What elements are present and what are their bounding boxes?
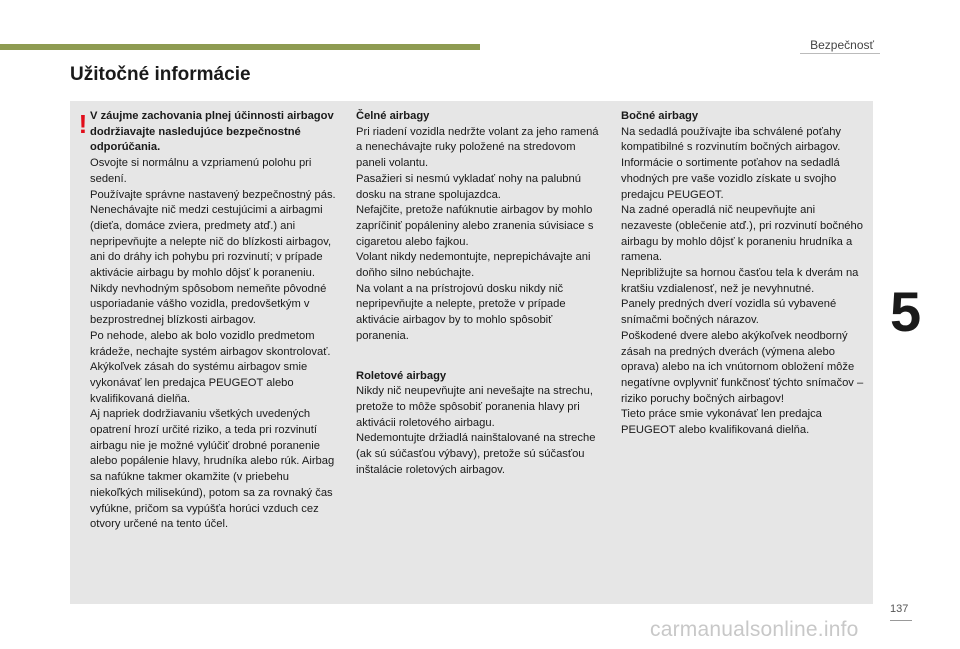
page-title: Užitočné informácie (70, 64, 251, 85)
side-airbags-line: Na sedadlá používajte iba schválené poťahy kompatibilné s rozvinutím bočných airbagov. Informácie o sortimente poťahov na sedadlá vhodných pre vaše vozidlo získate u svojho predajcu PEUGEOT. (621, 125, 842, 201)
side-airbags-column (621, 109, 869, 439)
top-accent-rule (0, 44, 480, 50)
front-airbags-line: Pri riadení vozidla nedržte volant za jeho ramená a nenechávajte ruky položené na stredovom paneli volantu. (356, 125, 599, 170)
page-number: 137 (890, 603, 909, 615)
side-airbags-line: Panely predných dverí vozidla sú vybavené snímačmi bočných nárazov. (621, 298, 837, 327)
front-curtain-airbags-column (356, 109, 604, 478)
advice-line: Osvojte si normálnu a vzpriamenú polohu pri sedení. (90, 157, 312, 185)
front-airbags-line: Nefajčite, pretože nafúknutie airbagov by mohlo zapríčiniť popáleniny alebo zranenia súvisiace s cigaretou alebo fajkou. (356, 204, 594, 248)
side-airbags-line: Poškodené dvere alebo akýkoľvek neodborný zásah na predných dverách (výmena alebo oprava) alebo na ich vnútornom obložení môže negatívne ovplyvniť funkčnosť týchto snímačov – riziko poruchy bočných airbagov! (621, 329, 864, 405)
side-airbags-line: Na zadné operadlá nič neupevňujte ani nezaveste (oblečenie atď.), pri rozvinutí bočného airbagu by mohlo dôjsť k poraneniu hrudníka a ramena. (621, 204, 863, 264)
advice-line: Nikdy nevhodným spôsobom nemeňte pôvodné usporiadanie vášho vozidla, predovšetkým v bezprostrednej blízkosti airbagov. (90, 282, 327, 327)
advice-line: Po nehode, alebo ak bolo vozidlo predmetom krádeže, nechajte systém airbagov skontrolovať. (90, 329, 331, 358)
watermark: carmanualsonline.info (650, 618, 859, 641)
front-airbags-line: Pasažieri si nesmú vykladať nohy na palubnú dosku na strane spolujazdca. (356, 172, 581, 201)
exclamation-warning-icon: ! (78, 109, 88, 139)
advice-line: Aj napriek dodržiavaniu všetkých uvedených opatrení hrozí určité riziko, a teda pri rozvinutí airbagu nie je možné vylúčiť drobné poranenie alebo popálenie hlavy, hrudníka alebo rúk. Airbag sa nafúkne takmer okamžite (v priebehu niekoľkých milisekúnd), potom sa za rovnaký čas vyfúkne, pričom sa vypúšťa horúci vzduch cez otvory určené na tento účel. (90, 408, 335, 531)
advice-line: Používajte správne nastavený bezpečnostný pás. (90, 188, 336, 201)
page-number-rule (890, 620, 912, 621)
info-panel (70, 101, 873, 604)
section-rule (800, 53, 880, 54)
front-airbags-line: Na volant a na prístrojovú dosku nikdy nič nepripevňujte a nelepte, pretože v prípade aktivácie airbagov by to mohlo spôsobiť poranenia. (356, 282, 566, 342)
side-airbags-line: Nepribližujte sa hornou časťou tela k dverám na kratšiu vzdialenosť, než je nevyhnutné. (621, 267, 859, 295)
side-airbags-line: Tieto práce smie vykonávať len predajca PEUGEOT alebo kvalifikovaná dielňa. (621, 408, 822, 437)
advice-line: Nenechávajte nič medzi cestujúcimi a airbagmi (dieťa, domáce zviera, predmety atď.) ani nepripevňujte a nelepte nič do blízkosti airbagov, ani do dráhy ich pohybu pri rozvinutí; v prípade aktivácie airbagu by mohlo dôjsť k poraneniu. (90, 204, 332, 280)
curtain-airbags-heading: Roletové airbagy (356, 369, 447, 382)
front-airbags-line: Volant nikdy nedemontujte, neprepichávajte ani doňho silno nebúchajte. (356, 251, 591, 280)
side-airbags-heading: Bočné airbagy (621, 110, 699, 122)
curtain-airbags-line: Nikdy nič neupevňujte ani nevešajte na strechu, pretože to môže spôsobiť poranenia hlavy pri aktivácii roletového airbagu. (356, 385, 593, 429)
chapter-number: 5 (890, 280, 922, 343)
general-advice-column (90, 109, 338, 533)
advice-intro: V záujme zachovania plnej účinnosti airbagov dodržiavajte nasledujúce bezpečnostné odporúčania. (90, 110, 334, 154)
curtain-airbags-line: Nedemontujte držiadlá nainštalované na streche (ak sú súčasťou výbavy), pretože sú súčasťou inštalácie roletových airbagov. (356, 432, 596, 476)
front-airbags-heading: Čelné airbagy (356, 110, 430, 122)
advice-line: Akýkoľvek zásah do systému airbagov smie vykonávať len predajca PEUGEOT alebo kvalifikovaná dielňa. (90, 361, 308, 405)
section-gap (356, 345, 604, 369)
section-name: Bezpečnosť (810, 38, 874, 52)
